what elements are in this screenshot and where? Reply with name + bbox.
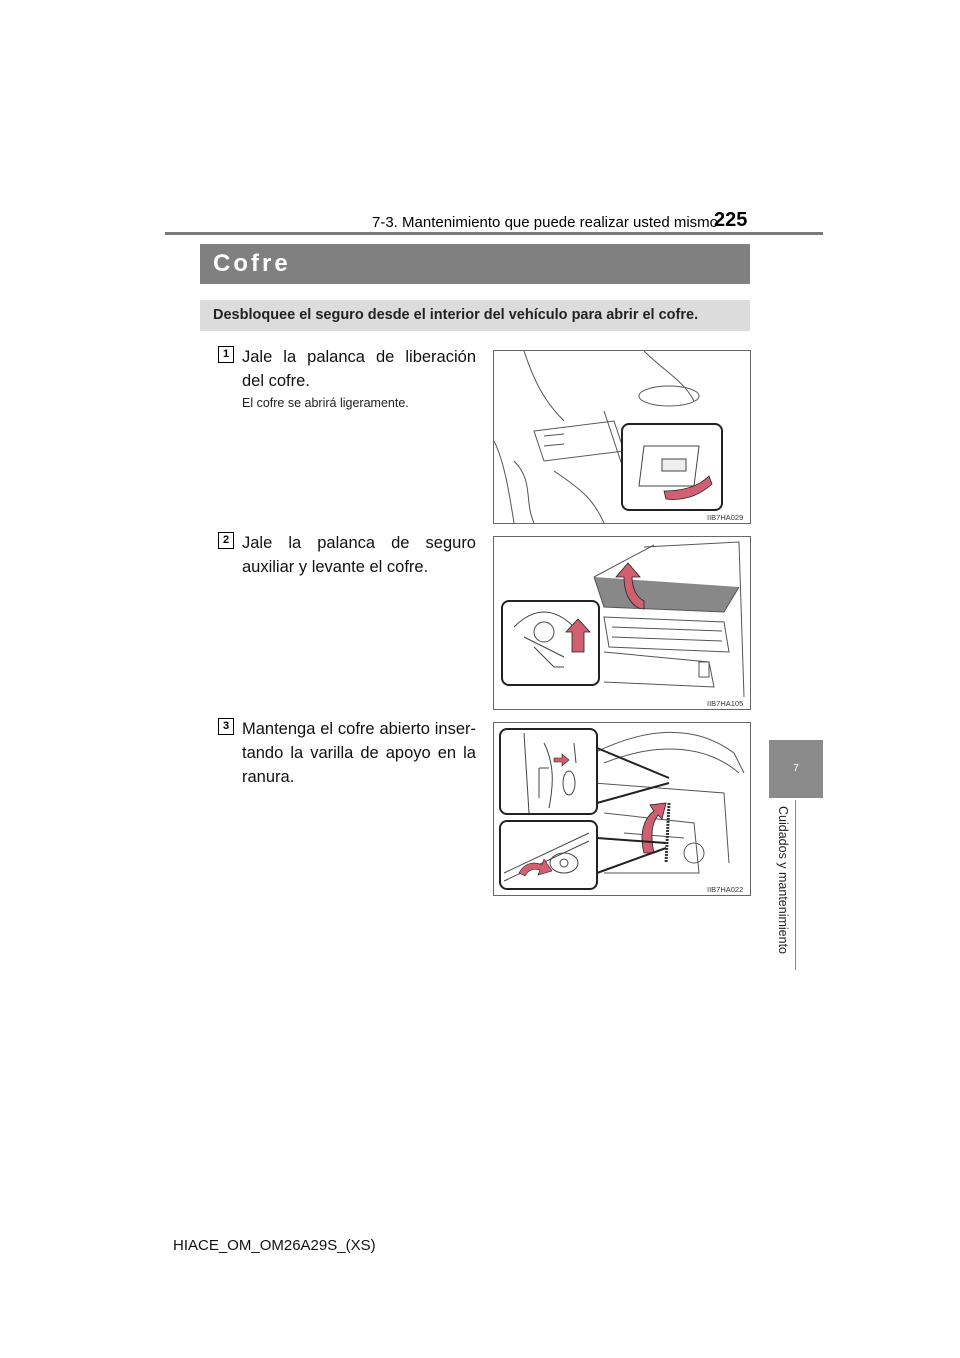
figure-auxiliary-catch [493, 536, 751, 710]
step-text-3: Mantenga el cofre abierto inser-tando la varilla de apoyo en la ranura. [242, 720, 476, 786]
step-number-1: 1 [218, 346, 234, 363]
step-note-1: El cofre se abrirá ligeramente. [242, 396, 409, 410]
auxiliary-catch-illustration [494, 537, 750, 709]
document-code: HIACE_OM_OM26A29S_(XS) [173, 1237, 376, 1254]
chapter-number: 7 [793, 763, 799, 774]
section-title: 7-3. Mantenimiento que puede realizar usted mismo [372, 214, 719, 231]
figure-id-1: IIB7HA029 [707, 513, 744, 522]
step-number-3: 3 [218, 718, 234, 735]
support-rod-illustration [494, 723, 750, 895]
figure-id-2: IIB7HA105 [707, 699, 744, 708]
figure-id-3: IIB7HA022 [707, 885, 744, 894]
step-number-2: 2 [218, 532, 234, 549]
step-text-1: Jale la palanca de liberación del cofre. [242, 348, 476, 390]
figure-support-rod [493, 722, 751, 896]
intro-box: Desbloquee el seguro desde el interior del vehículo para abrir el cofre. [200, 300, 750, 331]
figure-hood-release-lever [493, 350, 751, 524]
hood-release-lever-illustration [494, 351, 750, 523]
chapter-tab-divider [795, 800, 796, 970]
chapter-tab [769, 740, 823, 798]
step-text-2: Jale la palanca de seguro auxiliar y levante el cofre. [242, 534, 476, 576]
page-title: Cofre [200, 244, 750, 284]
chapter-label: Cuidados y mantenimiento [776, 806, 790, 954]
page-number: 225 [714, 209, 748, 231]
header-divider [165, 232, 823, 235]
rod-arrow-icon [642, 803, 666, 853]
